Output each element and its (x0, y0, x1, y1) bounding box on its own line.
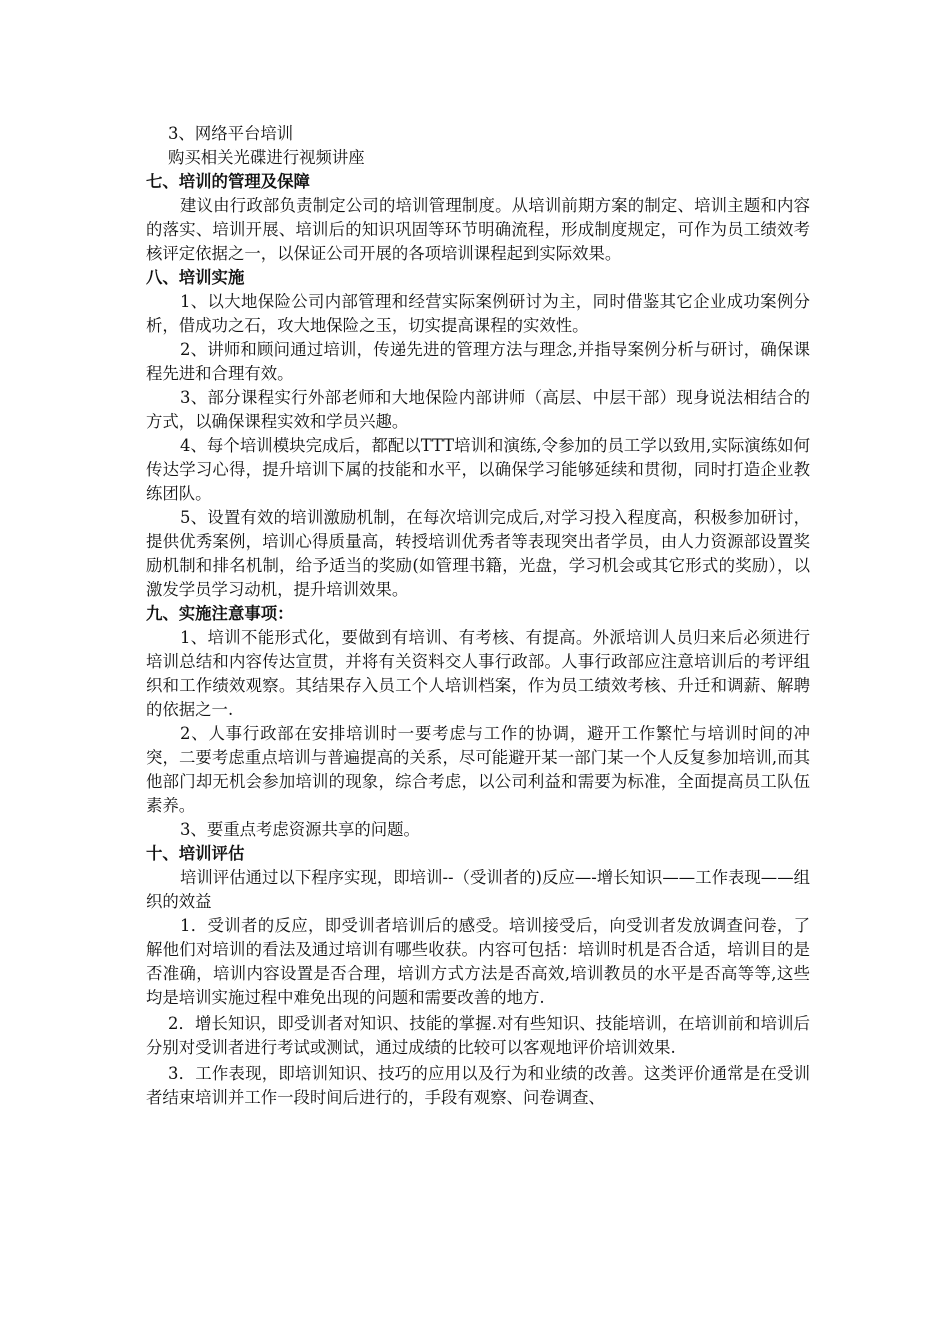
section-8-paragraph-3: 3、部分课程实行外部老师和大地保险内部讲师（高层、中层干部）现身说法相结合的方式，以确保课程实效和学员兴趣。 (146, 388, 810, 431)
section-10-paragraph-2: 1．受训者的反应，即受训者培训后的感受。培训接受后，向受训者发放调查问卷，了解他们对培训的看法及通过培训有哪些收获。内容可包括：培训时机是否合适，培训目的是否准确，培训内容设置是否合理，培训方式方法是否高效,培训教员的水平是否高等等,这些均是培训实施过程中难免出现的问题和需要改善的地方. (146, 916, 810, 1007)
section-9-heading: 九、实施注意事项： (146, 604, 294, 623)
section-9-paragraph-3: 3、要重点考虑资源共享的问题。 (180, 820, 420, 839)
section-8-paragraph-4: 4、每个培训模块完成后，都配以TTT培训和演练,令参加的员工学以致用,实际演练如何传达学习心得，提升培训下属的技能和水平，以确保学习能够延续和贯彻，同时打造企业教练团队。 (146, 436, 810, 503)
section-10-paragraph-1: 培训评估通过以下程序实现，即培训--（受训者的)反应—-增长知识——工作表现——组织的效益 (146, 868, 810, 911)
section-8-heading: 八、培训实施 (146, 268, 245, 287)
intro-item-3-description: 购买相关光碟进行视频讲座 (168, 148, 365, 167)
intro-item-3: 3、网络平台培训 (168, 124, 294, 143)
section-7-heading: 七、培训的管理及保障 (146, 172, 310, 191)
section-8-paragraph-5: 5、设置有效的培训激励机制，在每次培训完成后,对学习投入程度高，积极参加研讨，提供优秀案例，培训心得质量高，转授培训优秀者等表现突出者学员，由人力资源部设置奖励机制和排名机制，给予适当的奖励(如管理书籍，光盘，学习机会或其它形式的奖励），以激发学员学习动机，提升培训效果。 (146, 508, 810, 599)
section-8-paragraph-1: 1、以大地保险公司内部管理和经营实际案例研讨为主，同时借鉴其它企业成功案例分析，借成功之石，攻大地保险之玉，切实提高课程的实效性。 (146, 292, 810, 335)
section-10-paragraph-3: 2．增长知识，即受训者对知识、技能的掌握.对有些知识、技能培训，在培训前和培训后分别对受训者进行考试或测试，通过成绩的比较可以客观地评价培训效果. (146, 1014, 810, 1057)
section-9-paragraph-2: 2、人事行政部在安排培训时一要考虑与工作的协调，避开工作繁忙与培训时间的冲突，二要考虑重点培训与普遍提高的关系，尽可能避开某一部门某一个人反复参加培训,而其他部门却无机会参加培训的现象，综合考虑，以公司利益和需要为标准，全面提高员工队伍素养。 (146, 724, 810, 815)
section-8-paragraph-2: 2、讲师和顾问通过培训，传递先进的管理方法与理念,并指导案例分析与研讨，确保课程先进和合理有效。 (146, 340, 810, 383)
section-9-paragraph-1: 1、培训不能形式化，要做到有培训、有考核、有提高。外派培训人员归来后必须进行培训总结和内容传达宣贯，并将有关资料交人事行政部。人事行政部应注意培训后的考评组织和工作绩效观察。其结果存入员工个人培训档案，作为员工绩效考核、升迁和调薪、解聘的依据之一. (146, 628, 810, 719)
section-10-paragraph-4: 3．工作表现，即培训知识、技巧的应用以及行为和业绩的改善。这类评价通常是在受训者结束培训并工作一段时间后进行的，手段有观察、问卷调查、 (146, 1064, 810, 1107)
section-7-paragraph-1: 建议由行政部负责制定公司的培训管理制度。从培训前期方案的制定、培训主题和内容的落实、培训开展、培训后的知识巩固等环节明确流程，形成制度规定，可作为员工绩效考核评定依据之一，以保证公司开展的各项培训课程起到实际效果。 (146, 196, 810, 263)
document-body (146, 122, 810, 1110)
section-10-heading: 十、培训评估 (146, 844, 245, 863)
